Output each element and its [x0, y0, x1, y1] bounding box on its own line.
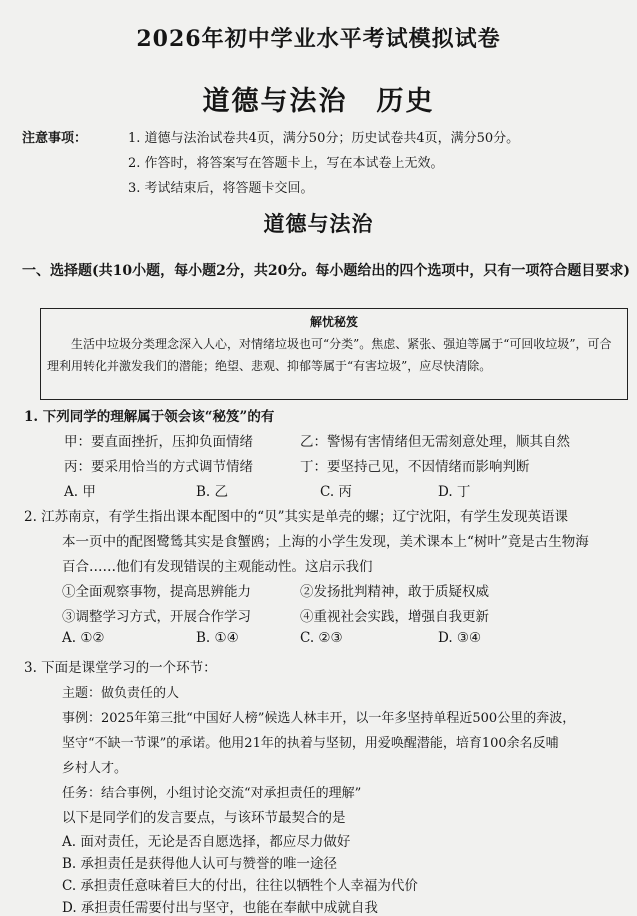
- q3-option-b: B. 承担责任是获得他人认可与赞誉的唯一途径: [62, 856, 338, 872]
- q2-stem-line-3: 百合……他们有发现错误的主观能动性。这启示我们: [62, 559, 373, 575]
- q1-statement-jia: 甲：要直面挫折，压抑负面情绪: [64, 434, 253, 450]
- q1-option-c: C. 丙: [320, 484, 352, 500]
- q3-case-line-3: 乡村人才。: [62, 761, 128, 776]
- q1-statement-ding: 丁：要坚持己见，不因情绪而影响判断: [300, 459, 530, 475]
- notice-item-1: 1. 道德与法治试卷共4页，满分50分；历史试卷共4页，满分50分。: [128, 131, 520, 146]
- subject-title: 道德与法治 历史: [202, 86, 435, 117]
- q2-statement-1: ①全面观察事物，提高思辨能力: [62, 584, 251, 600]
- q2-statement-3: ③调整学习方式，开展合作学习: [62, 609, 251, 625]
- q3-case-line-1: 事例：2025年第三批“中国好人榜”候选人林丰开，以一年多坚持单程近500公里的奔波，: [62, 711, 576, 726]
- material-box-body: 生活中垃圾分类理念深入人心，对情绪垃圾也可“分类”。焦虑、紧张、强迫等属于“可回收垃圾”，可合理利用转化并激发我们的潜能；绝望、悲观、抑郁等属于“有害垃圾”，应尽快清除。: [47, 337, 612, 373]
- material-box: [40, 308, 628, 400]
- q2-option-d: D. ③④: [438, 630, 482, 646]
- q1-stem: 1. 下列同学的理解属于领会该“秘笈”的有: [24, 409, 275, 425]
- q3-option-c: C. 承担责任意味着巨大的付出，往往以牺牲个人幸福为代价: [62, 878, 418, 894]
- q3-stem: 3. 下面是课堂学习的一个环节：: [24, 660, 217, 676]
- q3-option-a: A. 面对责任，无论是否自愿选择，都应尽力做好: [62, 834, 351, 850]
- q1-option-b: B. 乙: [196, 484, 229, 500]
- q1-statement-bing: 丙：要采用恰当的方式调节情绪: [64, 459, 253, 475]
- notice-label: 注意事项：: [22, 131, 88, 146]
- q2-stem-line-2: 本一页中的配图鹭鸶其实是食蟹鸥；上海的小学生发现，美术课本上“树叶”竟是古生物海: [62, 534, 589, 550]
- exam-title: 2026年初中学业水平考试模拟试卷: [136, 26, 501, 52]
- notice-item-2: 2. 作答时，将答案写在答题卡上，写在本试卷上无效。: [128, 156, 444, 171]
- q2-option-a: A. ①②: [62, 630, 105, 646]
- q3-task: 任务：结合事例，小组讨论交流“对承担责任的理解”: [62, 786, 362, 801]
- section-title: 道德与法治: [263, 211, 374, 236]
- q3-option-d: D. 承担责任需要付出与坚守，也能在奉献中成就自我: [62, 900, 378, 916]
- q1-option-a: A. 甲: [64, 484, 96, 500]
- q1-option-d: D. 丁: [438, 484, 471, 500]
- notice-item-3: 3. 考试结束后，将答题卡交回。: [128, 181, 314, 196]
- q2-statement-2: ②发扬批判精神，敢于质疑权威: [300, 584, 489, 600]
- q3-theme: 主题：做负责任的人: [62, 686, 180, 701]
- q2-stem-line-1: 2. 江苏南京，有学生指出课本配图中的“贝”其实是单壳的螺；辽宁沈阳，有学生发现英语课: [24, 509, 568, 525]
- q3-case-line-2: 坚守“不缺一节课”的承诺。他用21年的执着与坚韧，用爱唤醒潜能，培育100余名反哺: [62, 736, 559, 751]
- q1-statement-yi: 乙：警惕有害情绪但无需刻意处理，顺其自然: [300, 434, 570, 450]
- part-heading: 一、选择题(共10小题，每小题2分，共20分。每小题给出的四个选项中，只有一项符合题目要求): [22, 263, 630, 279]
- q2-option-b: B. ①④: [196, 630, 239, 646]
- material-box-title: 解忧秘笈: [309, 315, 358, 329]
- q2-option-c: C. ②③: [300, 630, 343, 646]
- q2-statement-4: ④重视社会实践，增强自我更新: [300, 609, 489, 625]
- q3-prompt: 以下是同学们的发言要点，与该环节最契合的是: [62, 810, 346, 826]
